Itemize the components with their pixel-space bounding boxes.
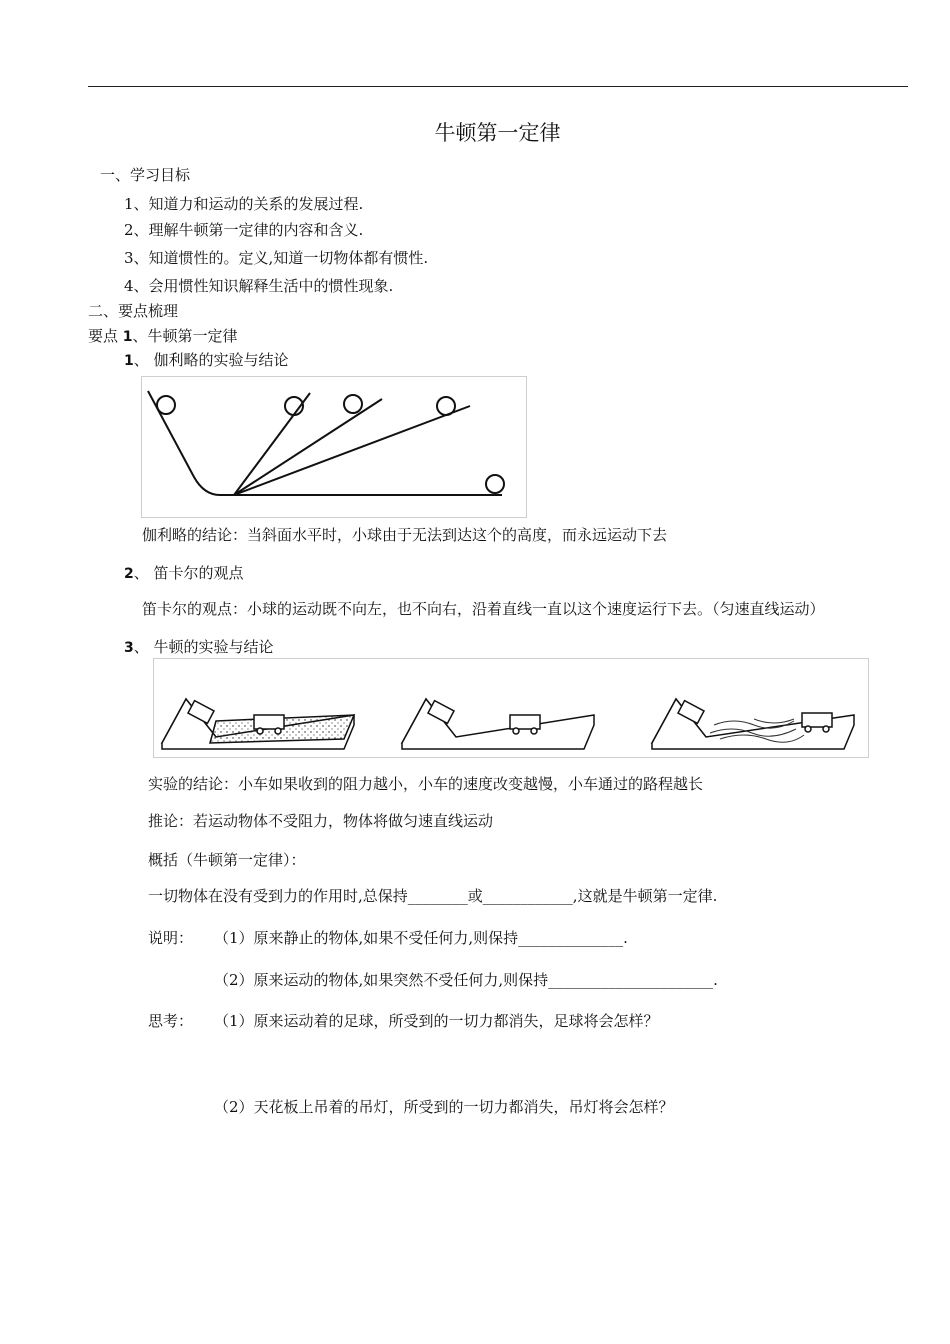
think-question-1: （1）原来运动着的足球，所受到的一切力都消失，足球将会怎样？ — [214, 1012, 659, 1030]
explain-item-1 — [214, 929, 628, 947]
point-number: 1 — [122, 329, 133, 345]
sub-title: 、 伽利略的实验与结论 — [133, 351, 289, 369]
law-blank-1[interactable]: ________ — [407, 887, 468, 905]
sub-number: 3 — [124, 640, 134, 656]
galileo-figure — [141, 376, 527, 518]
explain-1-text: （1）原来静止的物体,如果不受任何力,则保持 — [214, 929, 519, 947]
goal-item-4: 4、会用惯性知识解释生活中的惯性现象. — [124, 277, 394, 295]
summary-label: 概括（牛顿第一定律）： — [148, 851, 306, 869]
law-blank-2[interactable]: ____________ — [482, 887, 573, 905]
page-title: 牛顿第一定律 — [434, 121, 561, 145]
descartes-view: 笛卡尔的观点：小球的运动既不向左，也不向右，沿着直线一直以这个速度运行下去。（匀速直线运动） — [142, 600, 825, 618]
explain-item-2 — [214, 971, 718, 989]
point-title: 、牛顿第一定律 — [132, 327, 238, 345]
think-question-2: （2）天花板上吊着的吊灯，所受到的一切力都消失，吊灯将会怎样？ — [214, 1098, 674, 1116]
sub-number: 1 — [124, 353, 134, 369]
header-rule — [88, 86, 908, 87]
sub-heading-newton — [124, 638, 274, 657]
experiment-conclusion: 实验的结论：小车如果收到的阻力越小，小车的速度改变越慢，小车通过的路程越长 — [148, 775, 704, 793]
explain-1-end: . — [623, 929, 628, 947]
point-prefix: 要点 — [88, 327, 123, 345]
law-text-2: ,这就是牛顿第一定律. — [572, 887, 718, 905]
sub-heading-galileo — [124, 351, 289, 370]
think-label: 思考： — [148, 1012, 194, 1030]
sub-title: 、 牛顿的实验与结论 — [133, 638, 274, 656]
goal-item-1: 1、知道力和运动的关系的发展过程. — [124, 195, 364, 213]
goal-item-2: 2、理解牛顿第一定律的内容和含义. — [124, 221, 364, 239]
inference: 推论：若运动物体不受阻力，物体将做匀速直线运动 — [148, 812, 494, 830]
newton-law-statement — [148, 887, 717, 905]
newton-figure — [153, 658, 869, 758]
sub-title: 、 笛卡尔的观点 — [133, 564, 244, 582]
explain-2-blank[interactable]: ______________________ — [548, 971, 714, 989]
point-heading — [88, 327, 238, 346]
section-heading-goals: 一、学习目标 — [100, 166, 191, 184]
explain-2-text: （2）原来运动的物体,如果突然不受任何力,则保持 — [214, 971, 549, 989]
galileo-conclusion: 伽利略的结论：当斜面水平时，小球由于无法到达这个的高度，而永远运动下去 — [142, 526, 668, 544]
law-text-1: 一切物体在没有受到力的作用时,总保持 — [148, 887, 408, 905]
law-or: 或 — [467, 887, 483, 905]
explain-label: 说明： — [148, 929, 194, 947]
sub-number: 2 — [124, 566, 134, 582]
explain-1-blank[interactable]: ______________ — [518, 929, 624, 947]
explain-2-end: . — [713, 971, 718, 989]
goal-item-3: 3、知道惯性的。定义,知道一切物体都有惯性. — [124, 249, 429, 267]
sub-heading-descartes — [124, 564, 244, 583]
section-heading-points: 二、要点梳理 — [88, 302, 179, 320]
